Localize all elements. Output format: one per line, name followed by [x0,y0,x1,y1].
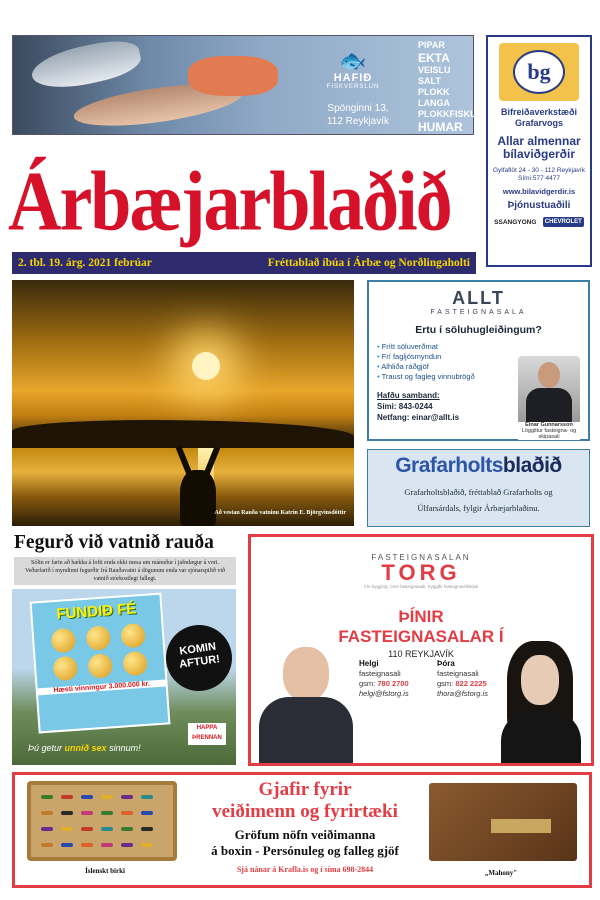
phone-label: gsm: [359,679,376,688]
agent-photo [518,356,580,422]
agent-email[interactable]: thora@fstorg.is [437,689,488,698]
coin-grid [48,623,151,682]
headline-line: veiðimenn og fyrirtæki [212,801,398,822]
title-part: blaðið [502,454,562,477]
word: LANGA [418,98,450,108]
car-repair-ad[interactable] [486,35,592,267]
issue-info: 2. tbl. 19. árg. 2021 febrúar [18,257,152,269]
allt-real-estate-ad[interactable] [367,280,590,441]
list-item: • Alhliða ráðgjöf [377,362,580,372]
coin-icon [87,653,113,679]
car-ad-contact [491,167,587,183]
happathrennan-logo [188,723,226,745]
word: ÝSA [418,145,437,155]
issue-bar [12,252,476,274]
torg-logo-brand: TORG [381,560,461,585]
fish-shop-wordlist [418,40,483,156]
salmon-fillet-image [188,56,278,96]
headline-line: bílaviðgerðir [502,147,576,161]
agent-title: fasteignasali [359,669,401,678]
coin-icon [53,656,79,682]
treeline [12,420,354,448]
logo-line: HAPPA [196,725,218,731]
agent-phone [359,679,409,689]
torg-real-estate-ad[interactable] [248,534,594,766]
email[interactable]: Netfang: einar@allt.is [377,413,460,422]
fly-icon [101,795,113,799]
tagline-part: sinnum! [109,743,141,753]
word: HUMAR [418,120,463,134]
hafid-logo [313,50,393,90]
fly-box-mahogany-image [429,783,577,861]
brand-logos [491,217,587,227]
grafarholtsbladid-title [374,454,583,478]
torg-logo [251,553,591,589]
logo-text: bg [513,50,565,94]
agent-head [283,647,329,701]
allt-logo: ALLT [452,288,505,308]
phone-number[interactable]: 822 2225 [455,679,487,688]
fish-icon: 🐟 [339,48,367,73]
body-line: Gröfum nöfn veiðimanna [234,827,376,842]
fly-icon [121,827,133,831]
coin-icon [51,628,77,654]
fly-icon [141,811,153,815]
fly-icon [81,843,93,847]
chevrolet-logo: CHEVROLET [544,219,582,225]
phone-label: gsm: [437,679,454,688]
fishing-flies-gift-ad[interactable] [12,772,592,888]
photo-caption: Að vestan Rauða vatninu Katrín E. Björgvinsdóttir [214,510,346,516]
list-item: • Frí fagljósmyndun [377,352,580,362]
lottery-tagline [28,743,141,753]
agent-caption [518,422,580,440]
headline-line: Gjafir fyrir [258,779,352,800]
headline-line: Allar almennar [497,134,581,148]
body-line: á boxin - Persónuleg og falleg gjöf [211,843,399,858]
fly-icon [121,811,133,815]
fly-icon [121,795,133,799]
address-line: 112 Reykjavík [326,116,390,127]
coin-icon [85,625,111,651]
grafarholtsbladid-box [367,449,590,527]
fly-icon [101,827,113,831]
word: SALT [418,76,441,86]
scratch-ticket [30,593,171,734]
address: Gylfaflöt 24 - 30 - 112 Reykjavík [492,167,585,174]
ticket-prize: Hæsti vinningur 3.000.000 kr. [38,679,166,695]
fish-shop-address [303,102,413,128]
komin-aftur-badge [162,621,237,696]
fly-icon [41,811,53,815]
allt-headline: Ertu í söluhugleiðingum? [415,324,542,336]
business-name [491,107,587,129]
name-line: Bifreiðaverkstæði [500,107,578,117]
masthead-title: Árbæjarblaðið [8,154,451,250]
word: PLOKKFISKUR [418,109,483,119]
agent-photo-thora [497,641,583,763]
contact-line[interactable]: Sjá nánar á Krafla.is og í síma 698-2844 [236,865,374,874]
torg-logo-slogan: Þín bygging, Þinn fasteignasali, tryggðir fasteignaviðskipti [363,584,479,589]
agent-title: fasteignasali [437,669,479,678]
fish-shop-brand-sub: FISKVERSLUN [326,84,380,90]
headline-line: FASTEIGNASALAR Í [338,627,504,646]
coin-icon [120,623,146,649]
agent-name: Þóra [437,659,455,668]
fly-icon [81,827,93,831]
fly-icon [81,795,93,799]
sun [192,352,220,380]
flies-ad-text [191,775,419,885]
fly-icon [81,811,93,815]
fly-icon [41,843,53,847]
car-ad-headline [491,135,587,161]
badge-line: KOMIN [178,640,217,658]
fly-icon [121,843,133,847]
agent-phone [437,679,488,689]
article-headline[interactable]: Fegurð við vatnið rauða [14,532,214,553]
word: PIPAR [418,40,445,50]
fish-shop-brand: HAFIÐ [333,72,373,84]
fly-icon [61,795,73,799]
fish-shop-ad[interactable] [12,35,483,155]
fly-icon [61,827,73,831]
word: EKTA [418,51,450,65]
agent-name: Helgi [359,659,379,668]
fly-icon [101,811,113,815]
contact-heading: Hafðu samband: [377,391,440,400]
phone: Sími: 843-0244 [377,402,433,411]
grafar-description [374,484,583,516]
fish-image [28,35,143,95]
fly-icon [141,827,153,831]
agent-body [259,697,353,763]
agent-photo-helgi [257,647,353,763]
service-label: Þjónustuaðili [507,200,571,211]
fly-icon [61,843,73,847]
ticket-title: FUNDIÐ FÉ [55,600,137,623]
agent-email[interactable]: helgi@fstorg.is [359,689,409,698]
website-link[interactable]: www.bilavidgerdir.is [502,187,576,196]
agent-head [538,362,560,388]
word: PLOKK [418,87,450,97]
desc-line: Grafarholtsblaðið, fréttablað Grafarholts og [404,487,553,497]
title-part: Grafarholts [395,454,503,477]
fly-icon [141,843,153,847]
agent-body [526,388,572,422]
ssangyong-logo: SSANGYONG [494,218,537,226]
agent-body [501,711,581,763]
list-item: • Traust og fagleg vinnubrögð [377,372,580,382]
mahogany-box-label: „Mahony" [484,869,518,877]
agent-contact-thora [437,659,488,699]
tagline: Fréttablað íbúa í Árbæ og Norðlingaholti [267,257,470,269]
torg-location: 110 REYKJAVÍK [388,649,454,659]
lottery-ad[interactable] [12,589,236,765]
fly-icon [41,795,53,799]
allt-logo-sub: FASTEIGNASALA [430,309,527,316]
fly-icon [61,811,73,815]
badge-line: AFTUR! [178,653,221,671]
bg-logo [499,43,579,101]
name-line: Grafarvogs [514,118,564,128]
headline-line: ÞÍNIR [398,607,444,626]
agent-title: Löggiltur fasteigna- og skipasali [521,428,577,440]
fly-icon [41,827,53,831]
agent-head [521,655,559,705]
tagline-part: Þú getur [28,743,63,753]
agent-name: Einar Gunnarsson [525,422,573,428]
engraved-plate [491,819,551,833]
phone: Sími 577 4477 [518,175,560,182]
word: LAX [418,134,436,144]
sunset-photo [12,280,354,526]
list-item: • Frítt söluverðmat [377,342,580,352]
agent-contact-helgi [359,659,409,699]
logo-line: ÞRENNAN [192,735,222,741]
word: VEISLU [418,65,451,75]
address-line: Spönginni 13, [327,103,389,114]
torg-logo-top: FASTEIGNASALAN [371,553,471,562]
coin-icon [122,651,148,677]
birch-box-label: Íslenskt birki [85,867,125,875]
article-body: Sólin er farin að hækka á lofti enda ekki mesa um mánuður í jafndægur á vori. Veðurfarið í myndinni fegurðir frá Rauðavatni á dögunum enda var sjónarspilið við vatnið stórkostlegt fallegt. [14,557,236,585]
person-silhouette [180,470,216,526]
fly-icon [141,795,153,799]
phone-number[interactable]: 780 2700 [377,679,409,688]
fly-box-birch-image [27,781,177,861]
desc-line: Úlfarsárdals, fylgir Árbæjarblaðinu. [417,503,540,513]
fly-icon [101,843,113,847]
tagline-part: unnið sex [64,743,107,753]
